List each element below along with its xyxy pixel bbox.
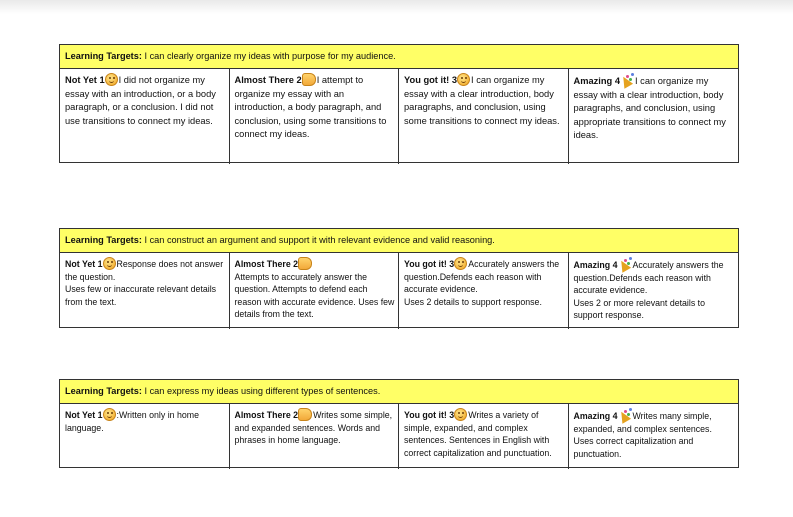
level-cell xyxy=(230,253,400,329)
learning-target-row xyxy=(60,45,738,69)
level-cell xyxy=(230,69,400,164)
levels-row xyxy=(60,404,738,469)
rubric-table xyxy=(59,228,739,328)
confused-face-icon xyxy=(103,257,116,270)
rubric-table xyxy=(59,44,739,163)
learning-target-label: Learning Targets: xyxy=(65,386,142,396)
level-description: Accurately answers the question.Defends each reason with accurate evidence. Uses 2 or more relevant details to support response. xyxy=(573,260,724,320)
level-description: Attempts to accurately answer the question. Attempts to defend each reason with accurate evidence. Uses few details from the text. xyxy=(234,271,395,319)
levels-row xyxy=(60,253,738,329)
level-label: Almost There xyxy=(234,75,294,85)
level-cell xyxy=(569,69,739,164)
level-cell xyxy=(60,253,230,329)
level-score: 2 xyxy=(293,259,299,269)
rubric-table xyxy=(59,379,739,468)
level-score: 2 xyxy=(293,410,299,420)
level-label: You got it! xyxy=(404,75,450,85)
pointing-hand-icon xyxy=(298,257,312,270)
level-description: I can organize my essay with a clear introduction, body paragraphs, and conclusion, using appropriate transitions to connect my ideas. xyxy=(573,76,726,140)
level-score: 3 xyxy=(451,75,458,85)
level-score: 1 xyxy=(99,75,105,85)
level-score: 3 xyxy=(449,259,455,269)
level-description: Writes a variety of simple, expanded, and complex sentences. Sentences in English with correct capitalization and punctuation. xyxy=(404,410,552,458)
level-description: I did not organize my essay with an introduction, or a body paragraph, or a conclusion. I did not use transitions to connect my ideas. xyxy=(65,75,216,126)
level-score: 4 xyxy=(614,76,621,86)
pointing-hand-icon xyxy=(302,73,316,86)
level-label: You got it! xyxy=(404,259,447,269)
level-description: Response does not answer the question. Uses few or inaccurate relevant details from the text. xyxy=(65,259,224,307)
level-label: Amazing xyxy=(573,260,611,270)
level-cell xyxy=(569,404,739,469)
level-cell xyxy=(399,69,569,164)
level-cell xyxy=(399,253,569,329)
level-score: 2 xyxy=(296,75,302,85)
party-popper-icon xyxy=(620,73,634,87)
learning-target-text: I can construct an argument and support it with relevant evidence and valid reasoning. xyxy=(144,235,495,245)
learning-target-label: Learning Targets: xyxy=(65,235,142,245)
page-top-shade xyxy=(0,0,793,14)
level-label: Not Yet xyxy=(65,410,96,420)
level-label: Not Yet xyxy=(65,259,96,269)
learning-target-text: I can clearly organize my ideas with purpose for my audience. xyxy=(144,51,396,61)
level-score: 4 xyxy=(612,260,618,270)
party-popper-icon xyxy=(618,257,632,271)
learning-target-text: I can express my ideas using different types of sentences. xyxy=(144,386,381,396)
level-description: I can organize my essay with a clear introduction, body paragraphs, and conclusion, using some transitions to connect my ideas. xyxy=(404,75,560,126)
level-cell xyxy=(399,404,569,469)
level-label: Amazing xyxy=(573,76,613,86)
smiling-face-icon xyxy=(457,73,470,86)
smiling-face-icon xyxy=(454,257,467,270)
level-cell xyxy=(230,404,400,469)
level-score: 1 xyxy=(97,259,103,269)
level-description: Accurately answers the question.Defends each reason with accurate evidence. Uses 2 details to support response. xyxy=(404,259,560,307)
learning-target-row xyxy=(60,229,738,253)
confused-face-icon xyxy=(103,408,116,421)
smiling-face-icon xyxy=(454,408,467,421)
level-cell xyxy=(60,69,230,164)
learning-target-label: Learning Targets: xyxy=(65,51,142,61)
pointing-hand-icon xyxy=(298,408,312,421)
level-score: 4 xyxy=(612,411,618,421)
level-label: Almost There xyxy=(234,410,291,420)
confused-face-icon xyxy=(105,73,118,86)
level-description: Writes some simple, and expanded sentences. Words and phrases in home language. xyxy=(234,410,393,445)
levels-row xyxy=(60,69,738,164)
party-popper-icon xyxy=(618,408,632,422)
level-score: 3 xyxy=(449,410,455,420)
level-label: Amazing xyxy=(573,411,611,421)
level-cell xyxy=(569,253,739,329)
level-description: I attempt to organize my essay with an introduction, a body paragraph, and conclusion, using some transitions to connect my ideas. xyxy=(234,75,387,139)
level-description: Writes many simple, expanded, and complex sentences. Uses correct capitalization and punctuation. xyxy=(573,411,712,459)
level-description: Written only in home language. xyxy=(65,410,199,433)
level-score: 1 xyxy=(97,410,103,420)
level-label: Not Yet xyxy=(65,75,97,85)
level-cell xyxy=(60,404,230,469)
level-separator: : xyxy=(116,410,119,420)
learning-target-row xyxy=(60,380,738,404)
level-label: You got it! xyxy=(404,410,447,420)
level-label: Almost There xyxy=(234,259,291,269)
